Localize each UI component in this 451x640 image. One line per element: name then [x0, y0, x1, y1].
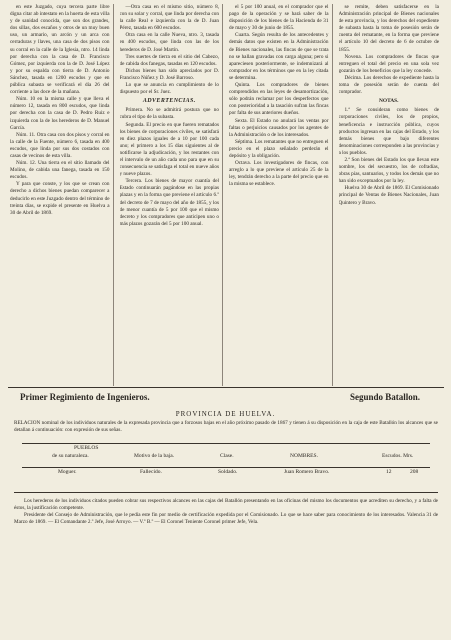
table-header-row-2: [22, 453, 430, 463]
paragraph: Y para que conste, y los que se crean con derecho a dichos bienes puedan comparecer a deducirlo en este Juzgado dentro del término de treinta días, se expide el presente en Huelva a 30 de Abril de 1869.: [10, 181, 110, 216]
column-2: [120, 4, 224, 386]
paragraph: Octava. Los investigadores de fincas, con arreglo a lo que previene el artículo 25 de la ley, tendrán derecho a la parte del precio que en la misma se establece.: [229, 160, 329, 188]
header-naturaleza: de su naturaleza.: [52, 453, 89, 459]
header-escudos: Escudos. Mrs.: [382, 453, 414, 459]
paragraph: 2.ª Son bienes del Estado los que llevan este nombre, los del secuestro, los de cofradías, obras pías, santuarios, y todos los demás que no han sido exceptuados por la ley.: [338, 156, 439, 185]
advertencias-heading: ADVERTENCIAS.: [142, 98, 196, 105]
paragraph: —Otra casa en el mismo sitio, número 8, con su solar y corral, que linda por derecha con la calle Real e izquierda con la de D. Juan Pérez, tasada en 600 escudos.: [119, 4, 219, 32]
text-columns: [10, 4, 442, 386]
paragraph: Núm. 11. Otra casa con dos pisos y corral en la calle de la Fuente, número 6, tasada en 400 escudos, que linda por sus dos costados con casas de vecinos de esta villa.: [10, 131, 110, 159]
paragraph: Séptima. Los rematantes que no entreguen el precio en el plazo señalado perderán el depósito y la obligación.: [229, 138, 329, 159]
paragraph: Quinta. Los compradores de bienes comprendidos en las leyes de desamortización, sólo podrán reclamar por los desperfectos que con posterioridad a la tasación sufran las fincas por falta de sus anteriores dueños.: [229, 82, 329, 117]
cell-motivo: Fallecido.: [140, 469, 162, 475]
paragraph: Sexta. El Estado no anulará las ventas por faltas o perjuicios causados por los agentes de la Administración o de los interesados.: [229, 117, 329, 138]
column-4: [339, 4, 443, 386]
header-nombres: NOMBRES.: [290, 453, 318, 459]
heirs-notice: [14, 498, 438, 526]
paragraph: el 5 por 100 anual, en el comprador que el pago de la operación y se hará saber de la disposición de los bienes de la Hacienda de 31 de mayo y 30 de junio de 1855.: [229, 4, 329, 32]
paragraph: Presidente del Consejo de Administración, que le pedía este fin por medio de certificación expedida por el Comisionado. Lo que se hace saber para conocimiento de los interesados. Valencia 31 de Marzo de 1869. — El Comandante 2.º Jefe, José Arroyo. — V.º B.º — El Coronel Teniente Coronel primer Jefe, Vela.: [14, 512, 438, 525]
relacion-paragraph: RELACION nominal de los individuos naturales de la expresada provincia que a forzosos bajas en el año próximo pasado de 1867 y tienen á su disposición en la caja de este Batallón los alcances que se detallan á continuación: con expresión de sus señas.: [14, 420, 438, 433]
paragraph: Dichos bienes han sido apreciados por D. Francisco Núñez y D. José Barroso.: [119, 67, 219, 81]
cell-pueblo: Moguer.: [58, 469, 77, 475]
paragraph: Otra casa en la calle Nueva, ntro. 3, tasada en 400 escudos, que linda con las de los herederos de D. José Martín.: [119, 32, 219, 53]
paragraph: Núm. 12. Una tierra en el sitio llamado del Molino, de cabida una fanega, tasada en 150 escudos.: [10, 160, 110, 181]
table-row: [22, 469, 430, 479]
cell-escudos: 12: [386, 469, 392, 475]
column-1: [10, 4, 114, 386]
paragraph: Novena. Los compradores de fincas que entreguen el total del precio en una sola vez gozarán de los beneficios que la ley concede.: [338, 53, 439, 74]
paragraph: Décima. Los derechos de expediente hasta la toma de posesión serán de cuenta del comprador.: [338, 74, 439, 96]
cell-clase: Soldado.: [218, 469, 238, 475]
table-bottom-rule: [14, 492, 438, 493]
paragraph: Los herederos de los individuos citados pueden cobrar sus respectivos alcances en las cajas del Batallón presentando en las oficinas del mismo los documentos que acrediten su derecho, y a falta de éstos, la justificación competente.: [14, 498, 438, 511]
paragraph: Tercera. Los bienes de mayor cuantía del Estado continuarán pagándose en las propias plazas y en la forma que previene el artículo 6.º del decreto de 7 de mayo del año de 1855, y los de menor cuantía de 5 por 100 que el mismo decreto y los compradores que anticipen uno o más plazos gozarán del 5 por 100 anual.: [119, 178, 219, 227]
paragraph: Núm. 10 en la misma calle y que lleva el número 12, tasada en 800 escudos, que linda por derecha con la casa de D. Pedro Ruiz e izquierda con la de los herederos de D. Manuel García.: [10, 96, 110, 131]
table-rule: [22, 443, 430, 444]
cell-nombre: Juan Romero Bravo.: [284, 469, 330, 475]
paragraph: Primera. No se admitirá postura que no cubra el tipo de la subasta.: [119, 107, 219, 121]
paragraph: Tres suertes de tierra en el sitio del Cabezo, de cabida dos fanegas, tasadas en 120 escudos.: [119, 53, 219, 67]
paragraph: en este Juzgado, cuya tercera parte libre digna citar ab intestato en la huerta de esta villa y de sanidad conocida, que son dos grandes, dos sillas, dos escaños y otros de un muy buen uso, un armario, un arcón y un arca con cerraduras y llaves, una casa de dos pisos con su corral en la calle de la Iglesia, ntro. 14 linda por derecha con la casa de D. Francisco Gómez, por izquierda con la de D. José López y por su espalda con tierra de D. Antonio Sánchez, tasada en 1200 escudos y que en pública subasta se verificará el día 26 del corriente a las doce de la mañana.: [10, 4, 110, 96]
battalion-title: Segundo Batallon.: [349, 392, 420, 402]
paragraph: se remite, deben satisfacerse en la Administración principal de Bienes nacionales de esta provincia, y los derechos del expediente de subasta hasta la toma de posesión serán de cuenta del rematante, en la forma que previene el artículo 10 del decreto de 6 de octubre de 1855.: [338, 4, 439, 53]
header-pueblos: PUEBLOS: [74, 445, 99, 451]
notas-heading: NOTAS.: [378, 98, 399, 105]
province-title: PROVINCIA DE HUELVA.: [175, 410, 276, 418]
paragraph: Lo que se anuncia en cumplimiento de lo dispuesto por el Sr. Juez.: [119, 82, 219, 96]
cell-mrs: 208: [410, 469, 419, 475]
header-clase: Clase.: [220, 453, 234, 459]
alcances-table: [22, 443, 430, 473]
header-motivo: Motivo de la baja.: [134, 453, 175, 459]
regiment-title: Primer Regimiento de Ingenieros.: [20, 392, 150, 402]
column-3: [229, 4, 333, 386]
paragraph: 1.ª Se consideran como bienes de corporaciones civiles, los de propios, beneficencia e instrucción pública, cuyos productos ingresan en las cajas del Estado, y los demás bienes que bajo diferentes denominaciones corresponden a las provincias y a los pueblos.: [338, 107, 439, 156]
section-divider: [8, 387, 444, 388]
table-rule: [22, 467, 430, 468]
section-header: [10, 392, 442, 406]
paragraph: Cuarta. Según resulta de los antecedentes y demás datos que existen en la Administración de Bienes nacionales, las fincas de que se trata no se hallan gravadas con carga alguna; pero si apareciesen posteriormente, se indemnizará al comprador en los términos que en la ley citada se determina.: [229, 32, 329, 81]
paragraph: Huelva 30 de Abril de 1869. El Comisionado principal de Ventas de Bienes Nacionales, Juan Quintero y Bravo.: [338, 185, 439, 206]
paragraph: Segunda. El precio en que fueren rematados los bienes de corporaciones civiles, se satisfará en diez plazos iguales de a 10 por 100 cada uno; el primero a los 15 días siguientes al de notificarse la adjudicación, y los restantes con el intervalo de un año cada uno para que en su consecuencia se satisfaga el total en nueve años y nueve plazos.: [119, 121, 219, 178]
